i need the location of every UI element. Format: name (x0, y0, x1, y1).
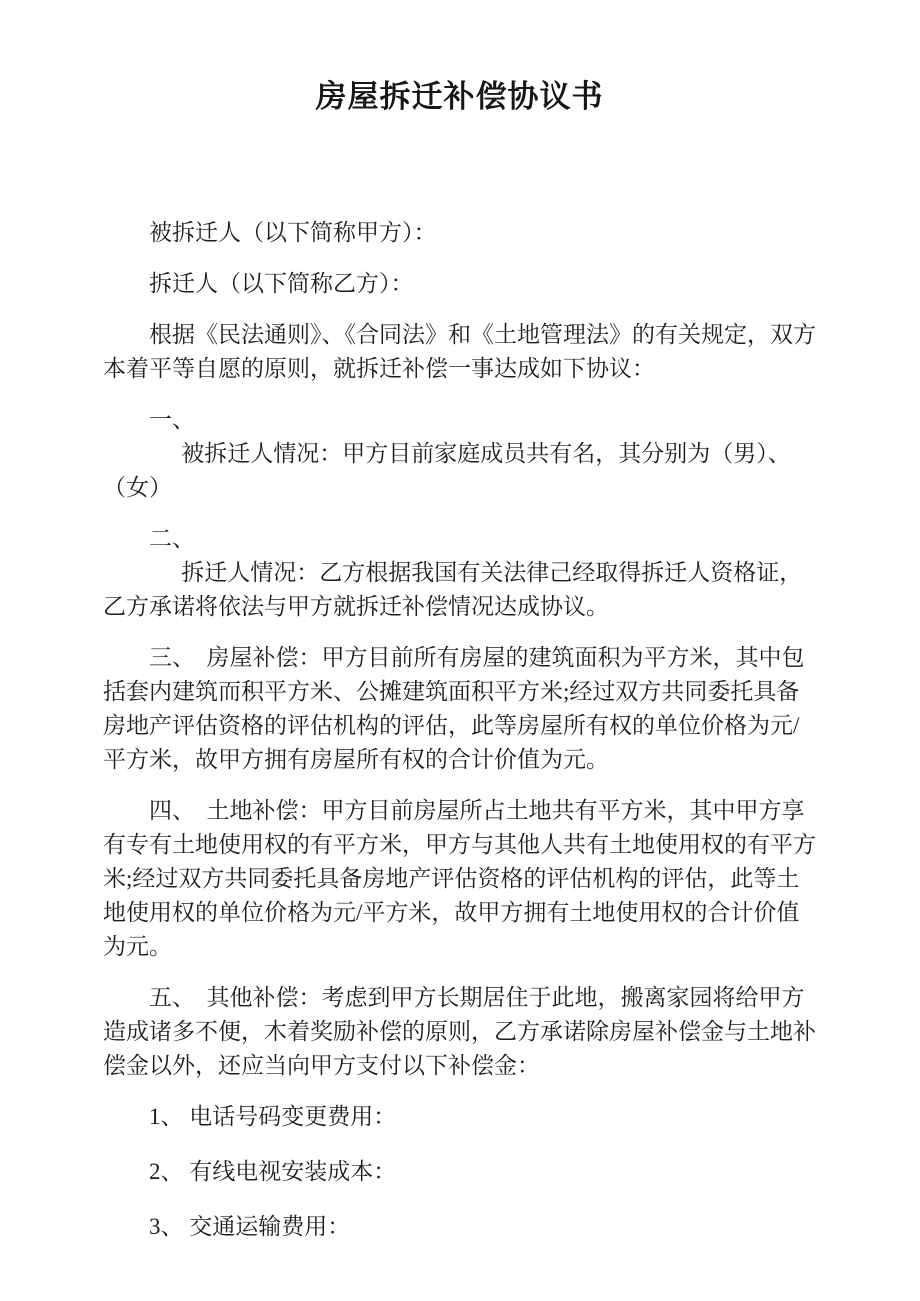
list-item-1-phone-fee: 1、 电话号码变更费用： (149, 1104, 397, 1129)
party-b-line: 拆迁人（以下简称乙方）： (149, 271, 414, 296)
section-2-number: 二、 (149, 526, 195, 551)
section-1-number: 一、 (149, 407, 195, 432)
section-1-content: 被拆迁人情况：甲方目前家庭成员共有名，其分别为（男）、（女） (103, 441, 791, 500)
document-title: 房屋拆迁补偿协议书 (315, 79, 604, 114)
preamble-paragraph: 根据《民法通则》、《合同法》和《土地管理法》的有关规定，双方本着平等自愿的原则，就拆迁补偿一事达成如下协议： (103, 322, 816, 381)
section-3-house-compensation: 三、 房屋补偿：甲方目前所有房屋的建筑面积为平方米，其中包括套内建筑而积平方米、公摊建筑面积平方米;经过双方共同委托具备房地产评估资格的评估机构的评估，此等房屋所有权的单位价格为元/平方米，故甲方拥有房屋所有权的合计价值为元。 (103, 645, 805, 772)
section-5-other-compensation: 五、 其他补偿：考虑到甲方长期居住于此地，搬离家园将给甲方造成诸多不便，木着奖励补偿的原则，乙方承诺除房屋补偿金与土地补偿金以外，还应当向甲方支付以下补偿金： (103, 985, 816, 1078)
list-item-3-transport-fee: 3、 交通运输费用： (149, 1214, 351, 1239)
party-a-line: 被拆迁人（以下简称甲方）： (149, 220, 437, 245)
list-item-2-cable-tv-fee: 2、 有线电视安装成本： (149, 1159, 397, 1184)
section-4-land-compensation: 四、 土地补偿：甲方目前房屋所占土地共有平方米，其中甲方享有专有土地使用权的有平方米，甲方与其他人共有土地使用权的有平方米;经过双方共同委托具备房地产评估资格的评估机构的评估，此等土地使用权的单位价格为元/平方米，故甲方拥有土地使用权的合计价值为元。 (103, 798, 816, 959)
section-2-content: 拆迁人情况：乙方根据我国有关法律己经取得拆迁人资格证，乙方承诺将依法与甲方就拆迁补偿情况达成协议。 (103, 560, 803, 619)
